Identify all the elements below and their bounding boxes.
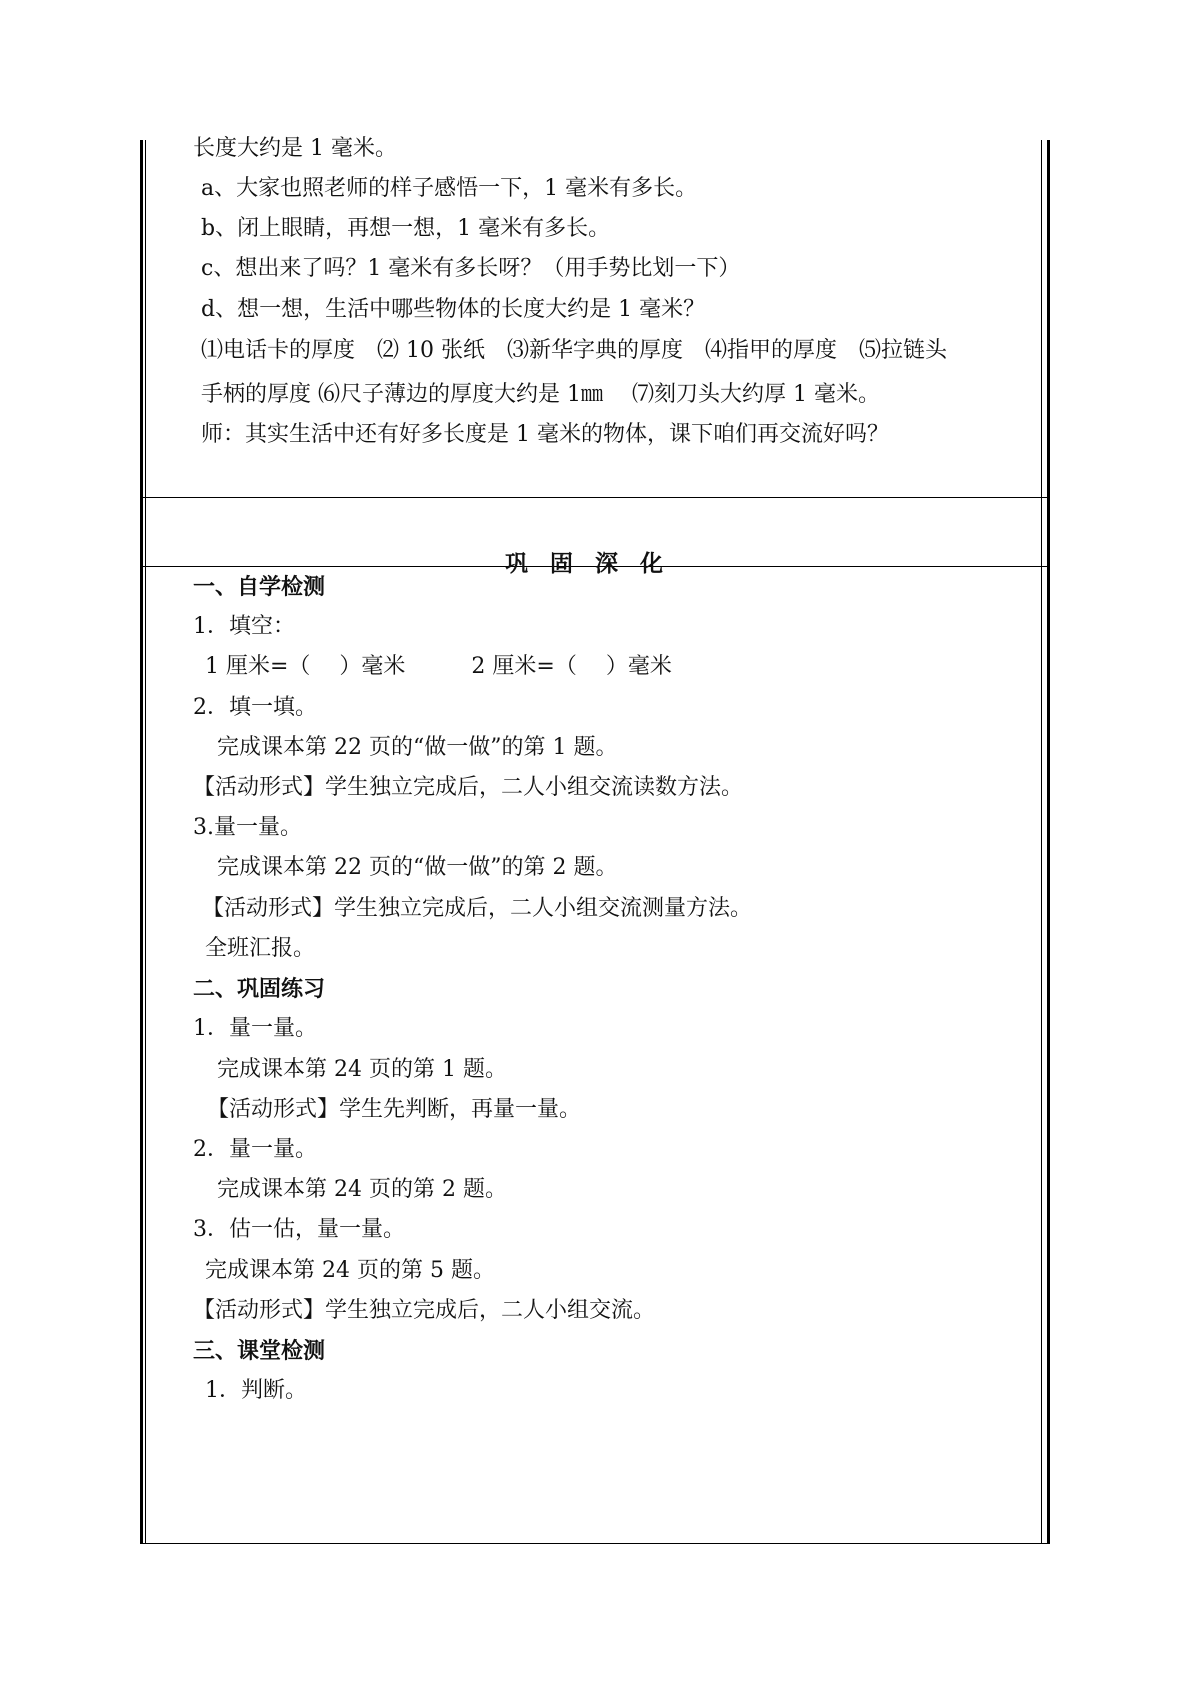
text-line: 2．填一填。: [193, 695, 317, 720]
text-line: c、想出来了吗？1 毫米有多长呀？（用手势比划一下）: [201, 256, 741, 281]
text-line: 完成课本第 24 页的第 5 题。: [205, 1258, 495, 1283]
lesson-table: [140, 136, 1050, 1544]
text-line: 完成课本第 22 页的“做一做”的第 1 题。: [217, 735, 618, 760]
text-line: 1．填空：: [193, 614, 295, 639]
text-line: d、想一想，生活中哪些物体的长度大约是 1 毫米？: [201, 297, 706, 322]
text-line: 师：其实生活中还有好多长度是 1 毫米的物体，课下咱们再交流好吗？: [201, 422, 889, 447]
table-border-left-inner: [145, 140, 146, 1544]
text-line: ⑴电话卡的厚度 ⑵ 10 张纸 ⑶新华字典的厚度 ⑷指甲的厚度 ⑸拉链头: [201, 338, 947, 363]
text-line: 完成课本第 24 页的第 1 题。: [217, 1057, 507, 1082]
text-line: 2．量一量。: [193, 1137, 317, 1162]
text-line: b、闭上眼睛，再想一想，1 毫米有多长。: [201, 216, 611, 241]
text-line: 1．判断。: [205, 1378, 307, 1403]
section-heading: 巩固深化: [505, 550, 685, 577]
table-border-right-inner: [1041, 140, 1042, 1544]
subsection-title: 一、自学检测: [193, 574, 326, 600]
text-line: 完成课本第 22 页的“做一做”的第 2 题。: [217, 855, 618, 880]
text-line: 全班汇报。: [205, 936, 316, 961]
text-line: 完成课本第 24 页的第 2 题。: [217, 1177, 507, 1202]
table-border-left: [140, 140, 143, 1544]
text-line: 3．估一估，量一量。: [193, 1217, 405, 1242]
subsection-title: 二、巩固练习: [193, 976, 326, 1002]
text-line: 【活动形式】学生独立完成后，二人小组交流读数方法。: [193, 775, 744, 800]
text-line: 【活动形式】学生独立完成后，二人小组交流。: [193, 1298, 656, 1323]
table-border-right: [1047, 140, 1050, 1544]
text-line: 3.量一量。: [193, 815, 302, 840]
text-line: 手柄的厚度 ⑹尺子薄边的厚度大约是 1㎜ ⑺刻刀头大约厚 1 毫米。: [201, 382, 880, 407]
text-line: 【活动形式】学生独立完成后，二人小组交流测量方法。: [202, 896, 753, 921]
table-bottom-border: [140, 1543, 1050, 1544]
text-line: 【活动形式】学生先判断，再量一量。: [207, 1097, 582, 1122]
row-divider-top: [140, 497, 1050, 498]
text-line: 长度大约是 1 毫米。: [193, 136, 397, 161]
subsection-title: 三、课堂检测: [193, 1338, 326, 1364]
text-line: a、大家也照老师的样子感悟一下，1 毫米有多长。: [201, 176, 698, 201]
text-line: 1 厘米=（ ）毫米 2 厘米=（ ）毫米: [205, 654, 672, 679]
text-line: 1．量一量。: [193, 1016, 317, 1041]
